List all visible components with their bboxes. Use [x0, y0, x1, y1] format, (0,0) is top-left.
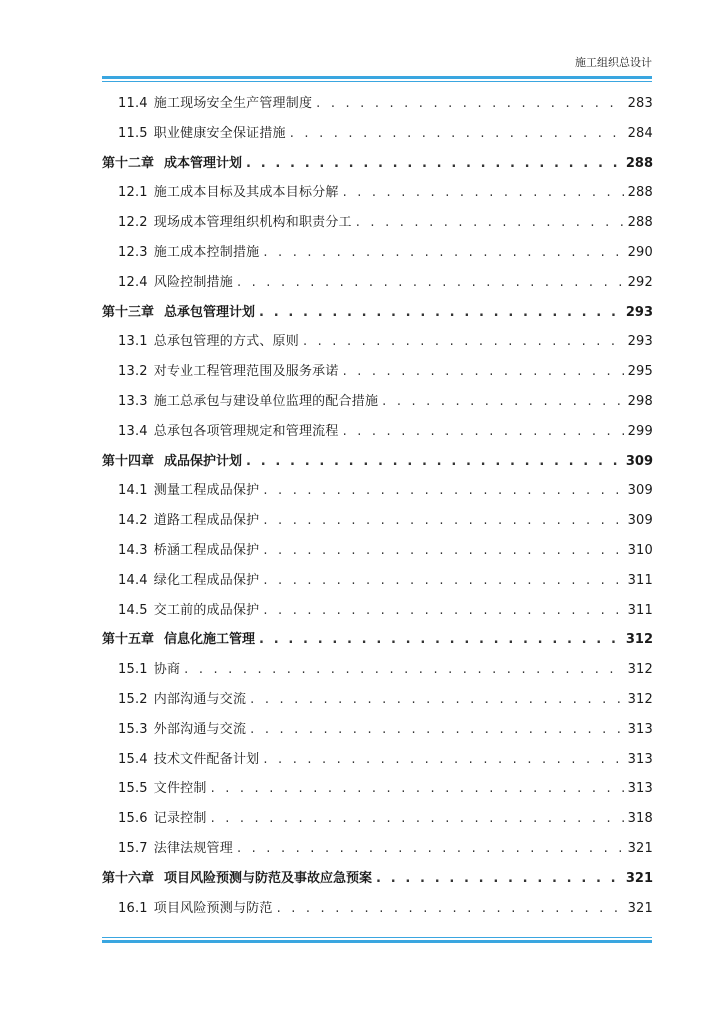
- toc-entry-title: 桥涵工程成品保护: [153, 542, 260, 558]
- toc-page-number: 311: [627, 572, 653, 588]
- toc-entry-title: 对专业工程管理范围及服务承诺: [153, 364, 339, 380]
- toc-entry-title: 总承包管理的方式、原则: [153, 334, 299, 350]
- toc-dot-leader: [356, 208, 624, 238]
- toc-page-number: 298: [627, 393, 653, 409]
- toc-dot-leader: [382, 387, 623, 417]
- toc-entry-number: 15.3: [118, 721, 148, 737]
- toc-section-entry[interactable]: [102, 715, 653, 745]
- toc-chapter-entry[interactable]: [102, 149, 653, 179]
- toc-section-entry[interactable]: [102, 89, 653, 119]
- toc-dot-leader: [263, 506, 623, 536]
- toc-entry-number: 11.5: [118, 125, 148, 141]
- toc-section-entry[interactable]: [102, 655, 653, 685]
- toc-page-number: 311: [627, 602, 653, 618]
- toc-dot-leader: [263, 238, 623, 268]
- toc-entry-number: 第十四章: [102, 453, 155, 469]
- toc-dot-leader: [211, 804, 624, 834]
- toc-section-entry[interactable]: [102, 119, 653, 149]
- toc-section-entry[interactable]: [102, 774, 653, 804]
- toc-section-entry[interactable]: [102, 745, 653, 775]
- toc-entry-number: 15.6: [118, 811, 148, 827]
- header-rule: [102, 76, 652, 82]
- table-of-contents: [102, 89, 653, 923]
- toc-entry-number: 第十二章: [102, 155, 155, 171]
- toc-entry-number: 第十五章: [102, 632, 155, 648]
- toc-dot-leader: [263, 476, 623, 506]
- toc-dot-leader: [250, 715, 623, 745]
- toc-entry-number: 15.1: [118, 662, 148, 678]
- header-rule-thin-line: [102, 81, 652, 82]
- toc-page-number: 309: [625, 453, 653, 469]
- toc-section-entry[interactable]: [102, 417, 653, 447]
- page-header-title: 施工组织总设计: [575, 56, 652, 69]
- toc-page-number: 312: [625, 632, 653, 648]
- toc-section-entry[interactable]: [102, 476, 653, 506]
- toc-dot-leader: [263, 596, 623, 626]
- toc-entry-number: 15.2: [118, 691, 148, 707]
- toc-dot-leader: [316, 89, 623, 119]
- toc-dot-leader: [277, 894, 624, 924]
- toc-entry-number: 12.1: [118, 185, 148, 201]
- toc-entry-number: 15.7: [118, 840, 148, 856]
- toc-entry-title: 施工成本目标及其成本目标分解: [153, 185, 339, 201]
- footer-rule: [102, 937, 652, 943]
- toc-page-number: 310: [627, 542, 653, 558]
- toc-section-entry[interactable]: [102, 506, 653, 536]
- toc-page-number: 293: [627, 334, 653, 350]
- toc-section-entry[interactable]: [102, 357, 653, 387]
- toc-page-number: 321: [627, 900, 653, 916]
- toc-entry-title: 技术文件配备计划: [153, 751, 260, 767]
- toc-section-entry[interactable]: [102, 804, 653, 834]
- toc-page-number: 309: [627, 513, 653, 529]
- toc-section-entry[interactable]: [102, 894, 653, 924]
- toc-entry-title: 项目风险预测与防范及事故应急预案: [164, 870, 373, 886]
- toc-dot-leader: [303, 327, 624, 357]
- toc-entry-title: 职业健康安全保证措施: [153, 125, 286, 141]
- toc-entry-number: 14.3: [118, 542, 148, 558]
- toc-entry-number: 第十六章: [102, 870, 155, 886]
- toc-page-number: 293: [625, 304, 653, 320]
- toc-page-number: 292: [627, 274, 653, 290]
- toc-page-number: 312: [627, 662, 653, 678]
- toc-entry-title: 总承包管理计划: [164, 304, 256, 320]
- toc-page-number: 312: [627, 691, 653, 707]
- footer-rule-thick-line: [102, 940, 652, 943]
- toc-dot-leader: [246, 447, 622, 477]
- toc-chapter-entry[interactable]: [102, 625, 653, 655]
- toc-entry-number: 第十三章: [102, 304, 155, 320]
- toc-page-number: 313: [627, 751, 653, 767]
- toc-chapter-entry[interactable]: [102, 864, 653, 894]
- toc-dot-leader: [237, 268, 624, 298]
- toc-entry-number: 15.5: [118, 781, 148, 797]
- toc-entry-title: 道路工程成品保护: [153, 513, 260, 529]
- toc-dot-leader: [211, 774, 624, 804]
- toc-entry-number: 13.4: [118, 423, 148, 439]
- toc-entry-number: 11.4: [118, 96, 148, 111]
- toc-section-entry[interactable]: [102, 208, 653, 238]
- toc-entry-title: 内部沟通与交流: [153, 691, 247, 707]
- toc-page-number: 321: [625, 870, 653, 886]
- toc-page-number: 318: [627, 811, 653, 827]
- toc-dot-leader: [250, 685, 623, 715]
- toc-entry-title: 项目风险预测与防范: [153, 900, 273, 916]
- toc-section-entry[interactable]: [102, 268, 653, 298]
- toc-entry-number: 12.3: [118, 244, 148, 260]
- toc-section-entry[interactable]: [102, 685, 653, 715]
- toc-page-number: 290: [627, 244, 653, 260]
- toc-page-number: 288: [625, 155, 653, 171]
- toc-dot-leader: [290, 119, 624, 149]
- toc-entry-title: 交工前的成品保护: [153, 602, 260, 618]
- toc-dot-leader: [343, 417, 624, 447]
- toc-section-entry[interactable]: [102, 834, 653, 864]
- toc-page-number: 288: [627, 215, 653, 231]
- toc-dot-leader: [263, 745, 623, 775]
- toc-dot-leader: [263, 536, 623, 566]
- header-rule-thick-line: [102, 76, 652, 79]
- toc-dot-leader: [343, 178, 624, 208]
- toc-entry-number: 12.2: [118, 215, 148, 231]
- toc-dot-leader: [246, 149, 622, 179]
- toc-entry-title: 总承包各项管理规定和管理流程: [153, 423, 339, 439]
- toc-entry-title: 绿化工程成品保护: [153, 572, 260, 588]
- toc-entry-number: 16.1: [118, 900, 148, 916]
- toc-section-entry[interactable]: [102, 387, 653, 417]
- toc-entry-number: 14.5: [118, 602, 148, 618]
- toc-entry-number: 14.1: [118, 483, 148, 499]
- toc-entry-title: 信息化施工管理: [164, 632, 256, 648]
- toc-entry-number: 14.2: [118, 513, 148, 529]
- toc-entry-number: 13.1: [118, 334, 148, 350]
- toc-entry-number: 14.4: [118, 572, 148, 588]
- toc-page-number: 284: [627, 125, 653, 141]
- toc-page-number: 321: [627, 840, 653, 856]
- toc-chapter-entry[interactable]: [102, 298, 653, 328]
- toc-dot-leader: [184, 655, 623, 685]
- toc-entry-title: 成品保护计划: [164, 453, 243, 469]
- toc-entry-number: 12.4: [118, 274, 148, 290]
- toc-dot-leader: [237, 834, 624, 864]
- toc-dot-leader: [259, 625, 622, 655]
- toc-page-number: 299: [627, 423, 653, 439]
- toc-entry-number: 13.3: [118, 393, 148, 409]
- toc-entry-title: 施工现场安全生产管理制度: [153, 96, 313, 111]
- toc-section-entry[interactable]: [102, 596, 653, 626]
- toc-entry-title: 施工成本控制措施: [153, 244, 260, 260]
- toc-section-entry[interactable]: [102, 566, 653, 596]
- toc-entry-number: 13.2: [118, 364, 148, 380]
- toc-entry-title: 协商: [153, 662, 181, 678]
- toc-entry-title: 成本管理计划: [164, 155, 243, 171]
- toc-section-entry[interactable]: [102, 178, 653, 208]
- toc-entry-title: 文件控制: [153, 781, 207, 797]
- toc-entry-title: 测量工程成品保护: [153, 483, 260, 499]
- toc-dot-leader: [376, 864, 622, 894]
- toc-page-number: 288: [627, 185, 653, 201]
- toc-section-entry[interactable]: [102, 536, 653, 566]
- toc-entry-title: 外部沟通与交流: [153, 721, 247, 737]
- toc-entry-title: 施工总承包与建设单位监理的配合措施: [153, 393, 379, 409]
- toc-page-number: 295: [627, 364, 653, 380]
- toc-entry-title: 风险控制措施: [153, 274, 233, 290]
- toc-section-entry[interactable]: [102, 238, 653, 268]
- toc-entry-title: 记录控制: [153, 811, 207, 827]
- toc-entry-title: 现场成本管理组织机构和职责分工: [153, 215, 352, 231]
- toc-page-number: 309: [627, 483, 653, 499]
- toc-chapter-entry[interactable]: [102, 447, 653, 477]
- toc-page-number: 283: [627, 96, 653, 111]
- toc-dot-leader: [263, 566, 623, 596]
- toc-entry-number: 15.4: [118, 751, 148, 767]
- toc-page-number: 313: [627, 781, 653, 797]
- toc-entry-title: 法律法规管理: [153, 840, 233, 856]
- toc-dot-leader: [343, 357, 624, 387]
- footer-rule-thin-line: [102, 937, 652, 938]
- toc-dot-leader: [259, 298, 622, 328]
- toc-page-number: 313: [627, 721, 653, 737]
- toc-section-entry[interactable]: [102, 327, 653, 357]
